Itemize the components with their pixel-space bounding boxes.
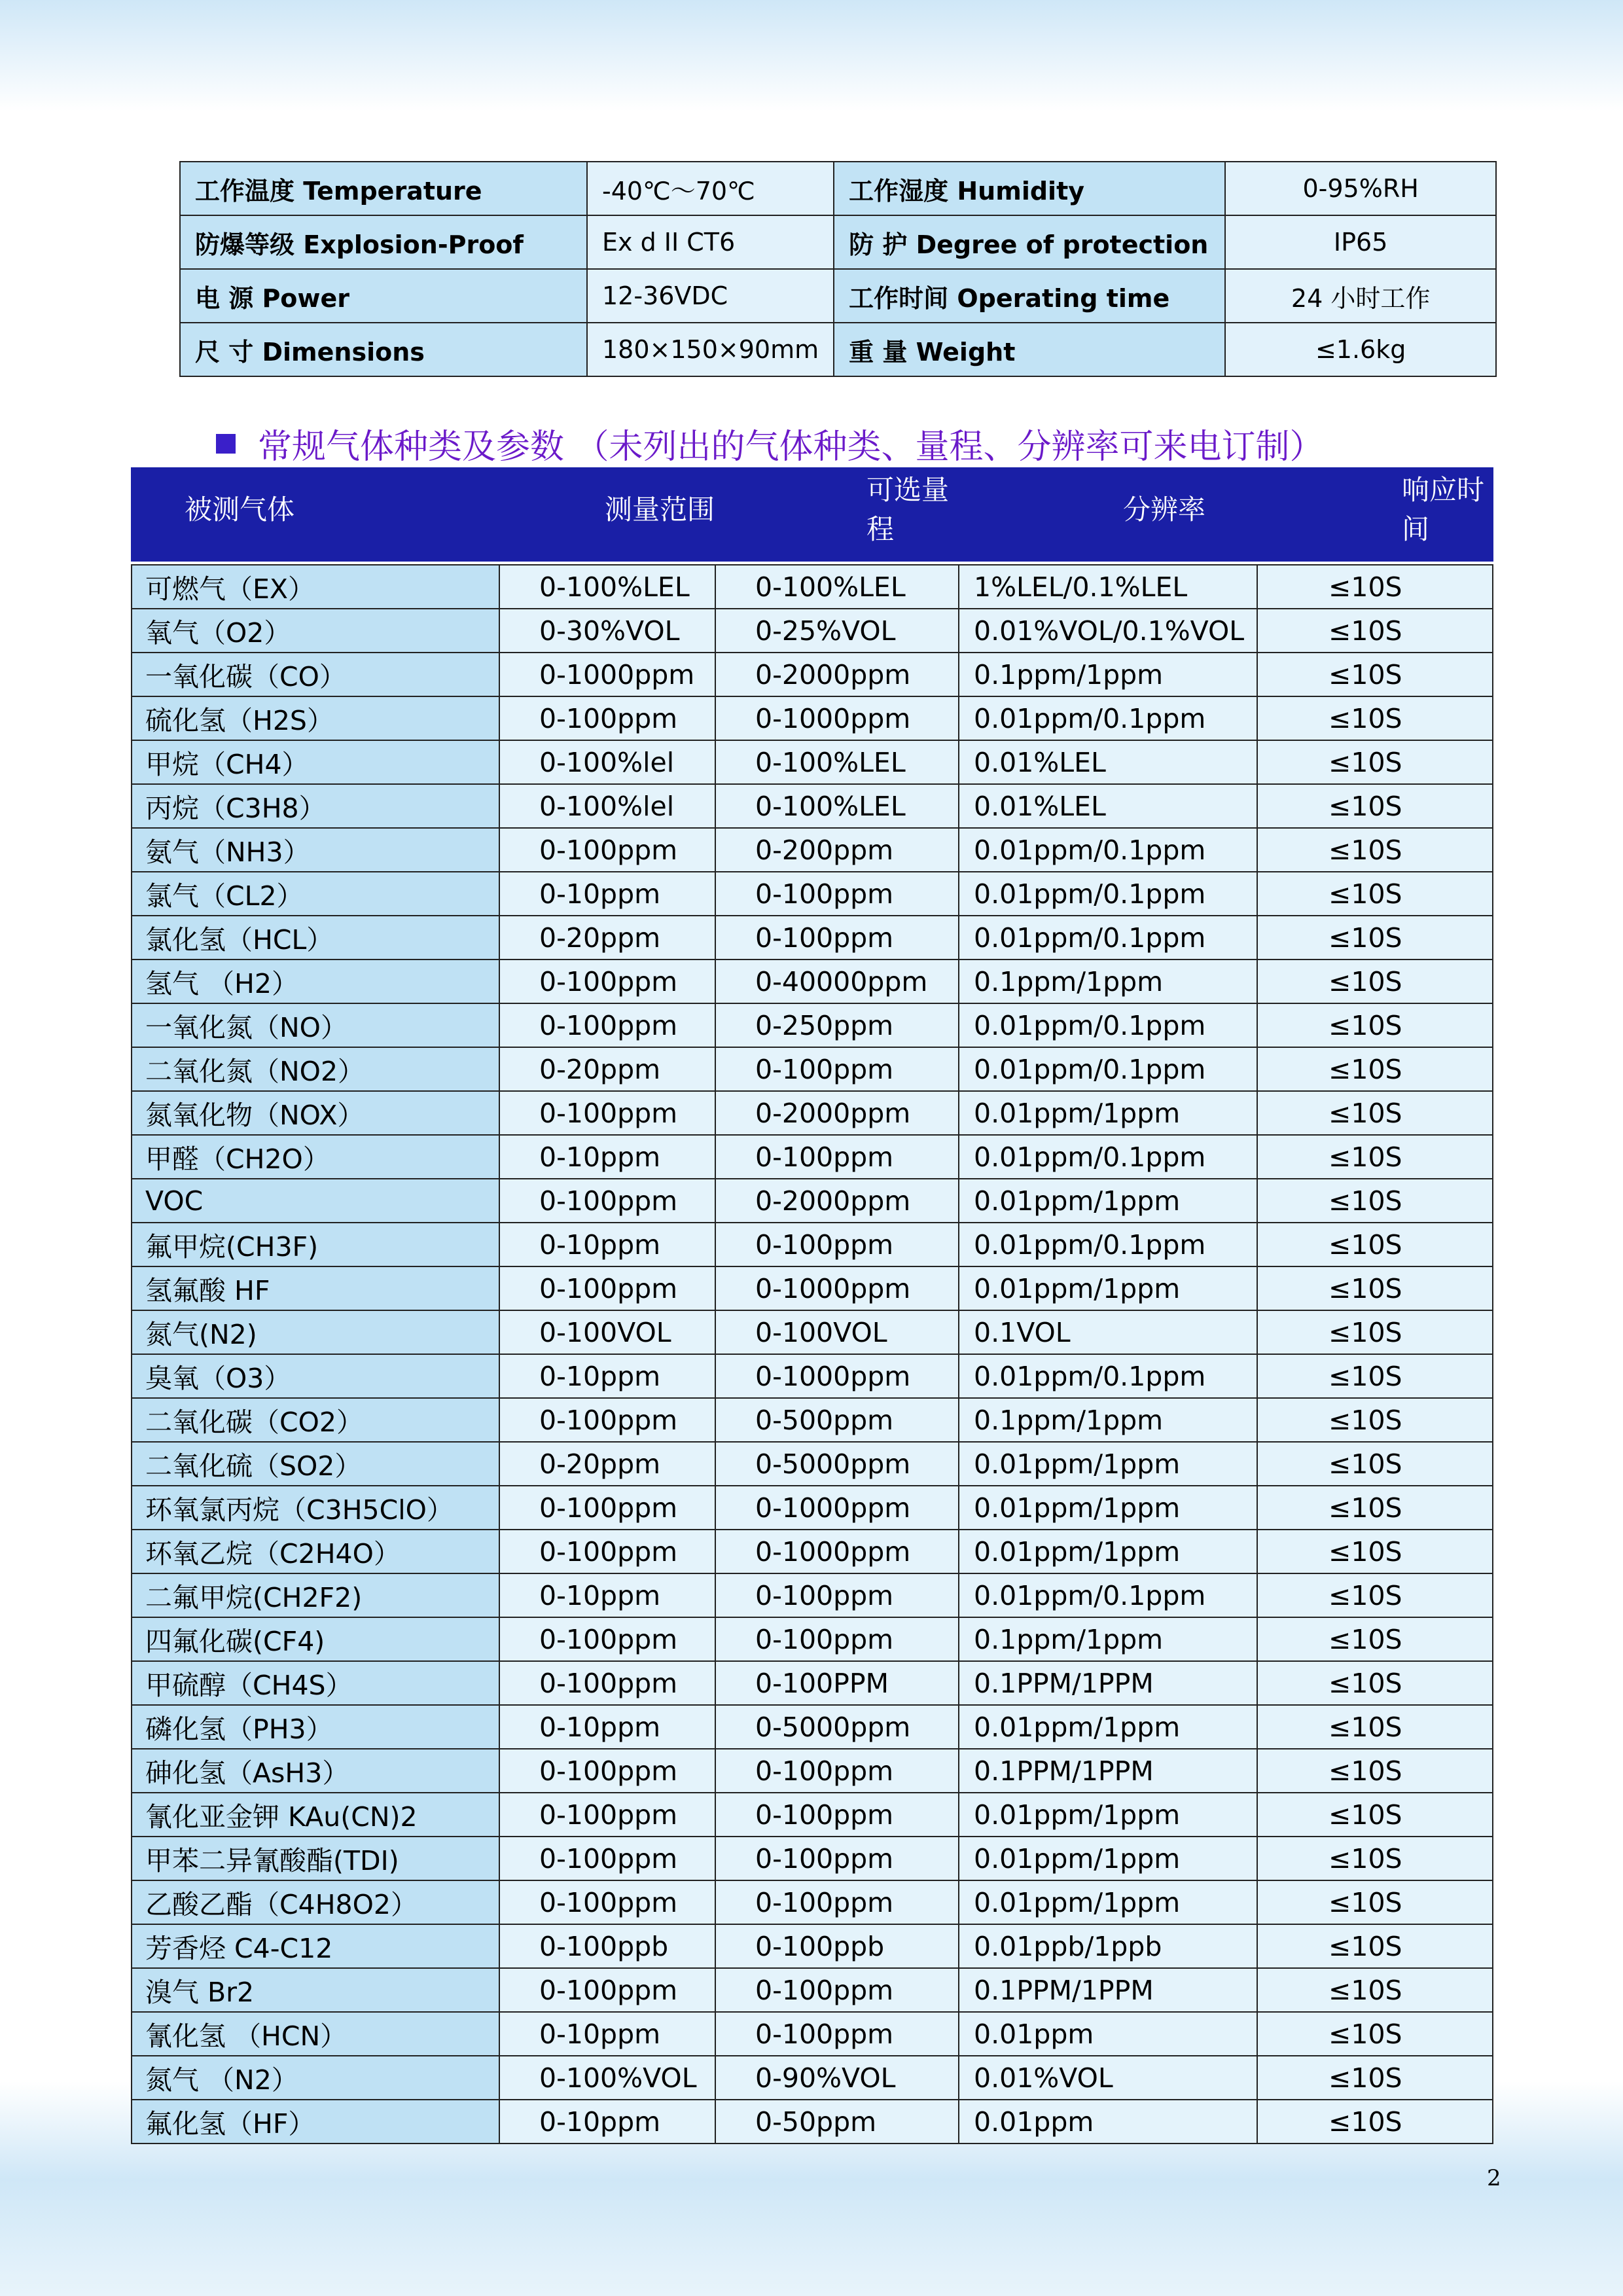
optional-range-cell: 0-50ppm — [715, 2100, 959, 2144]
spec-value: 180×150×90mm — [587, 323, 834, 376]
gas-table-body — [132, 561, 1493, 2144]
resolution-cell: 0.1VOL — [959, 1310, 1257, 1354]
resolution-cell: 0.1ppm/1ppm — [959, 960, 1257, 1003]
table-row — [132, 872, 1493, 916]
range-cell: 0-100ppm — [499, 1179, 715, 1223]
optional-range-cell: 0-100%LEL — [715, 784, 959, 828]
resolution-cell: 1%LEL/0.1%LEL — [959, 565, 1257, 609]
gas-name-cell: 氰化氢 （HCN） — [132, 2012, 499, 2056]
resolution-cell: 0.01ppm/1ppm — [959, 1530, 1257, 1573]
response-time-cell: ≤10S — [1257, 1266, 1493, 1310]
table-row — [132, 1003, 1493, 1047]
table-row — [132, 2056, 1493, 2100]
resolution-cell: 0.01ppm — [959, 2100, 1257, 2144]
table-row — [132, 1837, 1493, 1880]
page-number: 2 — [1487, 2165, 1501, 2191]
gas-name-cell: 甲苯二异氰酸酯(TDI) — [132, 1837, 499, 1880]
gas-name-cell: 甲醛（CH2O） — [132, 1135, 499, 1179]
optional-range-cell: 0-1000ppm — [715, 1530, 959, 1573]
gas-name-cell: 氰化亚金钾 KAu(CN)2 — [132, 1793, 499, 1837]
response-time-cell: ≤10S — [1257, 1573, 1493, 1617]
range-cell: 0-100ppm — [499, 1968, 715, 2012]
resolution-cell: 0.01ppm/1ppm — [959, 1486, 1257, 1530]
range-cell: 0-100ppm — [499, 1530, 715, 1573]
section-title — [216, 419, 1324, 468]
gas-name-cell: 溴气 Br2 — [132, 1968, 499, 2012]
response-time-cell: ≤10S — [1257, 1705, 1493, 1749]
optional-range-cell: 0-100%LEL — [715, 565, 959, 609]
resolution-cell: 0.01ppm/0.1ppm — [959, 1223, 1257, 1266]
response-time-cell: ≤10S — [1257, 1398, 1493, 1442]
gas-table-header — [132, 468, 1493, 561]
header-resolution: 分辨率 — [959, 468, 1257, 561]
resolution-cell: 0.1ppm/1ppm — [959, 653, 1257, 696]
gas-name-cell: 环氧氯丙烷（C3H5ClO） — [132, 1486, 499, 1530]
gas-name-cell: 砷化氢（AsH3） — [132, 1749, 499, 1793]
resolution-cell: 0.01ppm/0.1ppm — [959, 1573, 1257, 1617]
resolution-cell: 0.1PPM/1PPM — [959, 1661, 1257, 1705]
gas-name-cell: 丙烷（C3H8） — [132, 784, 499, 828]
spec-table — [179, 161, 1497, 377]
response-time-cell: ≤10S — [1257, 1749, 1493, 1793]
table-row — [132, 1179, 1493, 1223]
resolution-cell: 0.01%VOL/0.1%VOL — [959, 609, 1257, 653]
response-time-cell: ≤10S — [1257, 2012, 1493, 2056]
optional-range-cell: 0-100ppm — [715, 2012, 959, 2056]
response-time-cell: ≤10S — [1257, 960, 1493, 1003]
resolution-cell: 0.01ppb/1ppb — [959, 1924, 1257, 1968]
table-row — [132, 1968, 1493, 2012]
optional-range-cell: 0-1000ppm — [715, 1354, 959, 1398]
resolution-cell: 0.01ppm/1ppm — [959, 1880, 1257, 1924]
response-time-cell: ≤10S — [1257, 565, 1493, 609]
gas-name-cell: 一氧化氮（NO） — [132, 1003, 499, 1047]
spec-label: 电 源 Power — [180, 269, 587, 323]
gas-name-cell: 乙酸乙酯（C4H8O2） — [132, 1880, 499, 1924]
optional-range-cell: 0-100ppm — [715, 1223, 959, 1266]
optional-range-cell: 0-100ppm — [715, 1047, 959, 1091]
section-title-text: 常规气体种类及参数 （未列出的气体种类、量程、分辨率可来电订制） — [258, 427, 1324, 467]
resolution-cell: 0.01%LEL — [959, 784, 1257, 828]
range-cell: 0-100%lel — [499, 784, 715, 828]
response-time-cell: ≤10S — [1257, 1793, 1493, 1837]
optional-range-cell: 0-100%LEL — [715, 740, 959, 784]
range-cell: 0-1000ppm — [499, 653, 715, 696]
gas-name-cell: 磷化氢（PH3） — [132, 1705, 499, 1749]
gas-name-cell: 环氧乙烷（C2H4O） — [132, 1530, 499, 1573]
table-row — [132, 1135, 1493, 1179]
gas-name-cell: 四氟化碳(CF4) — [132, 1617, 499, 1661]
gas-name-cell: 氢气 （H2） — [132, 960, 499, 1003]
response-time-cell: ≤10S — [1257, 740, 1493, 784]
spec-label: 重 量 Weight — [834, 323, 1225, 376]
response-time-cell: ≤10S — [1257, 696, 1493, 740]
gas-name-cell: 一氧化碳（CO） — [132, 653, 499, 696]
optional-range-cell: 0-1000ppm — [715, 1486, 959, 1530]
gas-name-cell: 二氧化碳（CO2） — [132, 1398, 499, 1442]
range-cell: 0-100ppm — [499, 1617, 715, 1661]
spec-row — [180, 323, 1496, 376]
spec-label: 工作温度 Temperature — [180, 162, 587, 215]
gas-name-cell: 氧气（O2） — [132, 609, 499, 653]
table-row — [132, 609, 1493, 653]
range-cell: 0-10ppm — [499, 1135, 715, 1179]
resolution-cell: 0.01ppm/1ppm — [959, 1705, 1257, 1749]
spec-row — [180, 162, 1496, 215]
response-time-cell: ≤10S — [1257, 653, 1493, 696]
optional-range-cell: 0-1000ppm — [715, 1266, 959, 1310]
range-cell: 0-100VOL — [499, 1310, 715, 1354]
optional-range-cell: 0-100ppm — [715, 1135, 959, 1179]
response-time-cell: ≤10S — [1257, 1530, 1493, 1573]
resolution-cell: 0.01ppm/1ppm — [959, 1793, 1257, 1837]
table-row — [132, 1573, 1493, 1617]
optional-range-cell: 0-2000ppm — [715, 1091, 959, 1135]
gas-name-cell: 二氟甲烷(CH2F2) — [132, 1573, 499, 1617]
response-time-cell: ≤10S — [1257, 1880, 1493, 1924]
response-time-cell: ≤10S — [1257, 1047, 1493, 1091]
optional-range-cell: 0-100ppm — [715, 1617, 959, 1661]
table-row — [132, 2012, 1493, 2056]
table-row — [132, 1223, 1493, 1266]
range-cell: 0-100ppm — [499, 1398, 715, 1442]
header-range: 测量范围 — [499, 468, 715, 561]
range-cell: 0-20ppm — [499, 1442, 715, 1486]
table-row — [132, 740, 1493, 784]
table-row — [132, 696, 1493, 740]
optional-range-cell: 0-100VOL — [715, 1310, 959, 1354]
range-cell: 0-100ppm — [499, 960, 715, 1003]
resolution-cell: 0.01ppm/1ppm — [959, 1091, 1257, 1135]
table-row — [132, 828, 1493, 872]
optional-range-cell: 0-500ppm — [715, 1398, 959, 1442]
resolution-cell: 0.1PPM/1PPM — [959, 1749, 1257, 1793]
optional-range-cell: 0-2000ppm — [715, 653, 959, 696]
response-time-cell: ≤10S — [1257, 916, 1493, 960]
response-time-cell: ≤10S — [1257, 1223, 1493, 1266]
spec-label: 防 护 Degree of protection — [834, 215, 1225, 269]
spec-value: -40℃～70℃ — [587, 162, 834, 215]
spec-value: 12-36VDC — [587, 269, 834, 323]
resolution-cell: 0.01ppm/0.1ppm — [959, 916, 1257, 960]
table-row — [132, 1354, 1493, 1398]
resolution-cell: 0.1PPM/1PPM — [959, 1968, 1257, 2012]
spec-row — [180, 215, 1496, 269]
resolution-cell: 0.01ppm/0.1ppm — [959, 1003, 1257, 1047]
resolution-cell: 0.01ppm/0.1ppm — [959, 872, 1257, 916]
gas-name-cell: 氯气（CL2） — [132, 872, 499, 916]
spec-label: 工作时间 Operating time — [834, 269, 1225, 323]
response-time-cell: ≤10S — [1257, 2100, 1493, 2144]
response-time-cell: ≤10S — [1257, 1924, 1493, 1968]
resolution-cell: 0.01%LEL — [959, 740, 1257, 784]
resolution-cell: 0.01ppm/0.1ppm — [959, 1354, 1257, 1398]
range-cell: 0-100%lel — [499, 740, 715, 784]
range-cell: 0-100%LEL — [499, 565, 715, 609]
gas-name-cell: 氮氧化物（NOX） — [132, 1091, 499, 1135]
table-row — [132, 916, 1493, 960]
table-row — [132, 1705, 1493, 1749]
gas-name-cell: 臭氧（O3） — [132, 1354, 499, 1398]
optional-range-cell: 0-100ppm — [715, 1749, 959, 1793]
optional-range-cell: 0-5000ppm — [715, 1705, 959, 1749]
spec-label: 工作湿度 Humidity — [834, 162, 1225, 215]
gas-name-cell: 氟化氢（HF） — [132, 2100, 499, 2144]
range-cell: 0-20ppm — [499, 1047, 715, 1091]
gas-name-cell: 二氧化氮（NO2） — [132, 1047, 499, 1091]
table-row — [132, 1266, 1493, 1310]
range-cell: 0-100ppm — [499, 828, 715, 872]
gas-name-cell: 氨气（NH3） — [132, 828, 499, 872]
header-gas: 被测气体 — [132, 468, 499, 561]
resolution-cell: 0.1ppm/1ppm — [959, 1617, 1257, 1661]
optional-range-cell: 0-100ppm — [715, 1880, 959, 1924]
response-time-cell: ≤10S — [1257, 1179, 1493, 1223]
range-cell: 0-10ppm — [499, 1223, 715, 1266]
table-row — [132, 1880, 1493, 1924]
resolution-cell: 0.01ppm/1ppm — [959, 1442, 1257, 1486]
resolution-cell: 0.01ppm/0.1ppm — [959, 1135, 1257, 1179]
header-response-time: 响应时间 — [1257, 468, 1493, 561]
optional-range-cell: 0-100ppm — [715, 916, 959, 960]
gas-name-cell: 氮气(N2) — [132, 1310, 499, 1354]
response-time-cell: ≤10S — [1257, 1310, 1493, 1354]
table-row — [132, 1091, 1493, 1135]
range-cell: 0-100ppm — [499, 696, 715, 740]
response-time-cell: ≤10S — [1257, 1135, 1493, 1179]
gas-name-cell: 氟甲烷(CH3F) — [132, 1223, 499, 1266]
optional-range-cell: 0-100ppm — [715, 1793, 959, 1837]
range-cell: 0-100ppm — [499, 1749, 715, 1793]
table-row — [132, 1924, 1493, 1968]
table-row — [132, 2100, 1493, 2144]
table-row — [132, 565, 1493, 609]
response-time-cell: ≤10S — [1257, 1968, 1493, 2012]
gas-name-cell: 可燃气（EX） — [132, 565, 499, 609]
range-cell: 0-100ppm — [499, 1661, 715, 1705]
resolution-cell: 0.01%VOL — [959, 2056, 1257, 2100]
resolution-cell: 0.01ppm/1ppm — [959, 1179, 1257, 1223]
table-row — [132, 1486, 1493, 1530]
range-cell: 0-10ppm — [499, 1354, 715, 1398]
range-cell: 0-100ppm — [499, 1793, 715, 1837]
range-cell: 0-100ppm — [499, 1091, 715, 1135]
spec-label: 防爆等级 Explosion-Proof — [180, 215, 587, 269]
optional-range-cell: 0-100ppb — [715, 1924, 959, 1968]
optional-range-cell: 0-90%VOL — [715, 2056, 959, 2100]
table-row — [132, 1398, 1493, 1442]
spec-row — [180, 269, 1496, 323]
gas-name-cell: 芳香烃 C4-C12 — [132, 1924, 499, 1968]
spec-table-body — [180, 162, 1496, 376]
optional-range-cell: 0-25%VOL — [715, 609, 959, 653]
resolution-cell: 0.01ppm — [959, 2012, 1257, 2056]
table-row — [132, 960, 1493, 1003]
response-time-cell: ≤10S — [1257, 1091, 1493, 1135]
gas-name-cell: 甲硫醇（CH4S） — [132, 1661, 499, 1705]
range-cell: 0-10ppm — [499, 1573, 715, 1617]
response-time-cell: ≤10S — [1257, 828, 1493, 872]
gas-name-cell: 氢氟酸 HF — [132, 1266, 499, 1310]
optional-range-cell: 0-100ppm — [715, 1968, 959, 2012]
table-row — [132, 1661, 1493, 1705]
table-row — [132, 1530, 1493, 1573]
optional-range-cell: 0-40000ppm — [715, 960, 959, 1003]
optional-range-cell: 0-1000ppm — [715, 696, 959, 740]
range-cell: 0-100ppm — [499, 1486, 715, 1530]
range-cell: 0-100ppm — [499, 1266, 715, 1310]
optional-range-cell: 0-100PPM — [715, 1661, 959, 1705]
optional-range-cell: 0-2000ppm — [715, 1179, 959, 1223]
table-row — [132, 653, 1493, 696]
range-cell: 0-10ppm — [499, 2100, 715, 2144]
gas-name-cell: 二氧化硫（SO2） — [132, 1442, 499, 1486]
resolution-cell: 0.1ppm/1ppm — [959, 1398, 1257, 1442]
spec-value: 24 小时工作 — [1225, 269, 1496, 323]
spec-value: Ex d II CT6 — [587, 215, 834, 269]
gas-name-cell: 硫化氢（H2S） — [132, 696, 499, 740]
spec-value: ≤1.6kg — [1225, 323, 1496, 376]
header-optional-range: 可选量程 — [715, 468, 959, 561]
response-time-cell: ≤10S — [1257, 1837, 1493, 1880]
response-time-cell: ≤10S — [1257, 1442, 1493, 1486]
range-cell: 0-20ppm — [499, 916, 715, 960]
spec-value: 0-95%RH — [1225, 162, 1496, 215]
optional-range-cell: 0-200ppm — [715, 828, 959, 872]
range-cell: 0-10ppm — [499, 872, 715, 916]
response-time-cell: ≤10S — [1257, 784, 1493, 828]
resolution-cell: 0.01ppm/0.1ppm — [959, 1047, 1257, 1091]
gas-name-cell: 甲烷（CH4） — [132, 740, 499, 784]
gas-name-cell: VOC — [132, 1179, 499, 1223]
range-cell: 0-100ppm — [499, 1003, 715, 1047]
response-time-cell: ≤10S — [1257, 1003, 1493, 1047]
range-cell: 0-10ppm — [499, 2012, 715, 2056]
response-time-cell: ≤10S — [1257, 609, 1493, 653]
table-row — [132, 784, 1493, 828]
resolution-cell: 0.01ppm/0.1ppm — [959, 828, 1257, 872]
response-time-cell: ≤10S — [1257, 1617, 1493, 1661]
range-cell: 0-100ppb — [499, 1924, 715, 1968]
resolution-cell: 0.01ppm/1ppm — [959, 1266, 1257, 1310]
response-time-cell: ≤10S — [1257, 872, 1493, 916]
gas-name-cell: 氯化氢（HCL） — [132, 916, 499, 960]
square-bullet-icon — [216, 434, 236, 454]
range-cell: 0-100ppm — [499, 1880, 715, 1924]
response-time-cell: ≤10S — [1257, 1486, 1493, 1530]
optional-range-cell: 0-5000ppm — [715, 1442, 959, 1486]
response-time-cell: ≤10S — [1257, 2056, 1493, 2100]
table-row — [132, 1617, 1493, 1661]
range-cell: 0-10ppm — [499, 1705, 715, 1749]
range-cell: 0-100ppm — [499, 1837, 715, 1880]
range-cell: 0-30%VOL — [499, 609, 715, 653]
optional-range-cell: 0-100ppm — [715, 1573, 959, 1617]
gas-parameter-table — [131, 467, 1493, 2144]
optional-range-cell: 0-250ppm — [715, 1003, 959, 1047]
gas-name-cell: 氮气 （N2） — [132, 2056, 499, 2100]
response-time-cell: ≤10S — [1257, 1354, 1493, 1398]
range-cell: 0-100%VOL — [499, 2056, 715, 2100]
table-row — [132, 1793, 1493, 1837]
spec-label: 尺 寸 Dimensions — [180, 323, 587, 376]
response-time-cell: ≤10S — [1257, 1661, 1493, 1705]
table-row — [132, 1749, 1493, 1793]
table-row — [132, 1442, 1493, 1486]
table-row — [132, 1047, 1493, 1091]
table-row — [132, 1310, 1493, 1354]
optional-range-cell: 0-100ppm — [715, 1837, 959, 1880]
optional-range-cell: 0-100ppm — [715, 872, 959, 916]
resolution-cell: 0.01ppm/0.1ppm — [959, 696, 1257, 740]
spec-value: IP65 — [1225, 215, 1496, 269]
resolution-cell: 0.01ppm/1ppm — [959, 1837, 1257, 1880]
